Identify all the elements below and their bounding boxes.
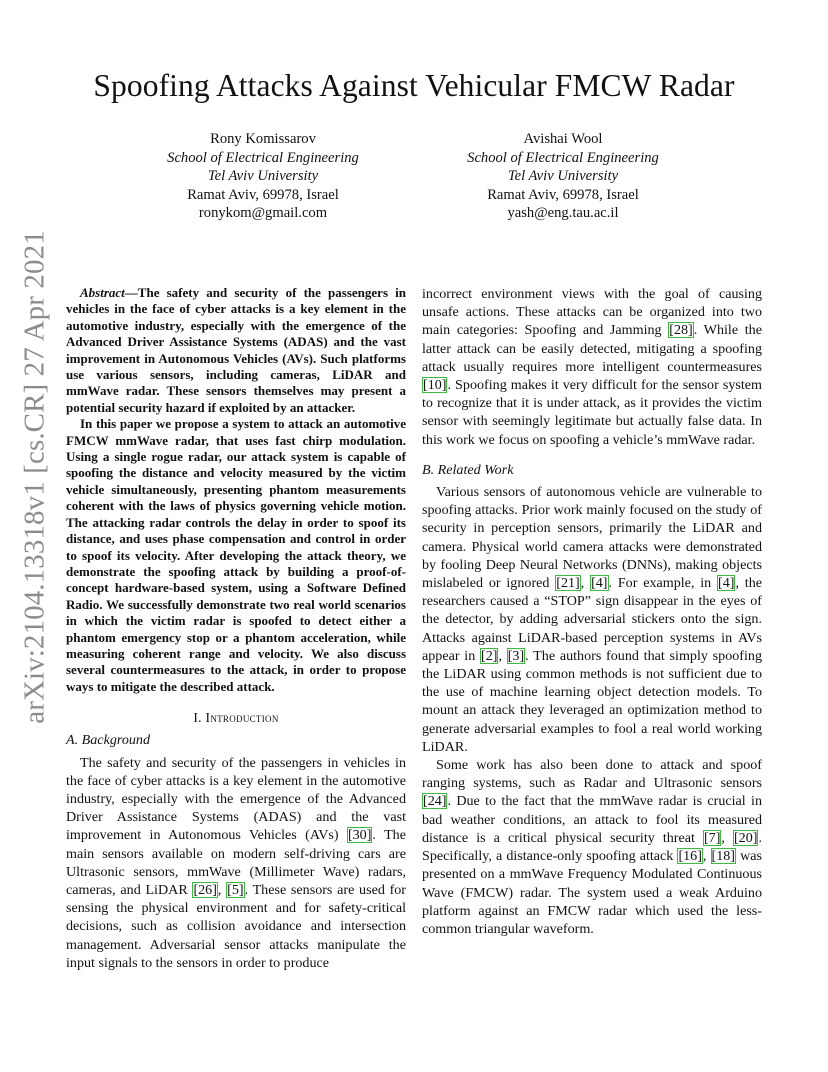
text-run: . While the latter attack can be easily detected, mitigating a spoofing attack usually requires more intelligent countermeasures [422,322,762,375]
text-run: , [580,575,591,592]
text-run: Various sensors of autonomous vehicle are vulnerable to spoofing attacks. Prior work mainly focused on the study of security in perception sensors, primarily the LiDAR and camera. Physical world camera attacks were demonstrated by fooling Deep Neural Networks (DNNs), making objects mislabeled or ignored [422,484,762,592]
abstract-text: —The safety and security of the passengers in vehicles in the face of cyber attacks is a key element in the automotive industry, especially with the emergence of the Advanced Driver Assistance Systems (ADAS) and the vast improvement in Autonomous Vehicles (AVs). Such platforms use various sensors, including cameras, LiDAR and mmWave radar. These sensors themselves may present a potential security hazard if exploited by an attacker. [66,285,406,415]
text-run: . These sensors are used for sensing the physical environment and for safety-critical decisions, such as collision avoidance and intersection management. Adversarial sensor attacks manipulate the input signals to the sensors in order to produce [66,881,407,971]
citation-link[interactable]: [20] [733,829,758,846]
citation-link[interactable]: [7] [703,829,721,846]
author-address: Ramat Aviv, 69978, Israel [487,186,639,203]
citation-link[interactable]: [5] [227,881,244,898]
background-paragraph-1-continued [422,285,762,449]
citation-link[interactable]: [16] [678,848,702,865]
citation-link[interactable]: [18] [711,848,735,865]
text-run: . Specifically, a distance-only spoofing attack [422,829,762,865]
related-work-paragraph-2 [422,756,762,938]
abstract-paragraph-2: In this paper we propose a system to attack an automotive FMCW mmWave radar, that uses fast chirp modulation. Using a single rogue radar, our attack system is capable of spoofing the distance and velocity measured by the victim vehicle simultaneously, presenting phantom measurements coherent with the laws of physics governing vehicle motion. The attacking radar controls the delay in order to spoof its distance, and uses phase compensation and control in order to spoof its velocity. After developing the attack theory, we demonstrate the spoofing attack by building a proof-of-concept hardware-based system, using a Software Defined Radio. We successfully demonstrate two real world scenarios in which the victim radar is spoofed to detect either a phantom emergency stop or a phantom acceleration, while measuring coherent range and velocity. We also discuss several countermeasures to the attack, in order to propose ways to mitigate the described attack. [66,416,406,694]
right-column [422,285,762,938]
author-name: Rony Komissarov [210,131,316,147]
author-university: Tel Aviv University [207,168,319,184]
paper-title: Spoofing Attacks Against Vehicular FMCW Radar [93,68,735,103]
author-email: yash@eng.tau.ac.il [507,205,619,221]
background-paragraph-1 [66,754,406,972]
author-department: School of Electrical Engineering [167,149,359,166]
author-department: School of Electrical Engineering [467,149,659,166]
citation-link[interactable]: [2] [481,647,498,664]
text-run: Some work has also been done to attack and spoof ranging systems, such as Radar and Ultrasonic sensors [422,757,762,792]
arxiv-id: arXiv:2104.13318v1 [cs.CR] 27 Apr 2021 [18,230,51,724]
text-run: . Spoofing makes it very difficult for the sensor system to recognize that it is under attack, as it provides the victim sensor with seemingly legitimate but actually false data. In this work we focus on spoofing a vehicle’s mmWave radar. [422,377,762,448]
text-run: , [702,848,711,865]
author-university: Tel Aviv University [507,168,619,184]
text-run: The safety and security of the passengers in vehicles in the face of cyber attacks is a key element in the automotive industry, especially with the emergence of the Advanced Driver Assistance Systems (ADAS) and the vast improvement in Autonomous Vehicles (AVs) [66,754,406,844]
text-run: . For example, in [608,575,718,592]
citation-link[interactable]: [3] [507,647,525,664]
section-number: I. [193,710,206,726]
text-run: , [721,829,733,846]
author-address: Ramat Aviv, 69978, Israel [187,186,339,203]
text-run: was presented on a mmWave Frequency Modulated Continuous Wave (FMCW) radar. The system used a weak Arduino platform against an FMCW radar which used the less-common triangular waveform. [422,848,762,937]
citation-link[interactable]: [30] [347,827,372,844]
citation-link[interactable]: [21] [556,575,580,592]
subsection-heading-background: A. Background [66,732,151,749]
text-run: . The authors found that simply spoofing the LiDAR using common methods is not sufficient due to the use of machine learning object detection models. To mount an attack they leveraged an optimization method to generate adversarial examples to fool a real world working LiDAR. [422,647,762,755]
author-name: Avishai Wool [523,131,603,147]
abstract [66,285,406,695]
text-run: , the researchers caused a “STOP” sign disappear in the eyes of the detector, by adding adversarial stickers onto the sign. Attacks against LiDAR-based perception systems in AVs appear in [422,575,763,664]
section-title: Introduction [205,710,279,726]
text-run: . Due to the fact that the mmWave radar is crucial in bad weather conditions, an attack to fool its measured distance is a critical physical security threat [422,793,762,846]
citation-link[interactable]: [4] [591,575,608,592]
text-run: , [498,647,507,664]
related-work-paragraph-1 [422,483,762,756]
citation-link[interactable]: [24] [423,793,447,810]
author-email: ronykom@gmail.com [198,205,328,221]
section-heading-introduction [66,709,406,727]
citation-link[interactable]: [4] [718,575,735,592]
citation-link[interactable]: [28] [669,322,693,339]
subsection-heading-related-work: B. Related Work [422,461,514,478]
author-block-2 [413,130,713,223]
text-run: . The main sensors available on modern self-driving cars are Ultrasonic sensors, mmWave (Millimeter Wave) radars, cameras, and LiDAR [66,827,406,898]
abstract-label: Abstract [80,285,125,300]
citation-link[interactable]: [26] [193,881,217,898]
left-column [66,285,406,972]
abstract-paragraph-1 [66,285,406,416]
author-block-1 [113,130,413,223]
text-run: , [217,881,227,898]
text-run: incorrect environment views with the goal of causing unsafe actions. These attacks can be organized into two main categories: Spoofing and Jamming [422,286,762,339]
citation-link[interactable]: [10] [423,377,447,394]
